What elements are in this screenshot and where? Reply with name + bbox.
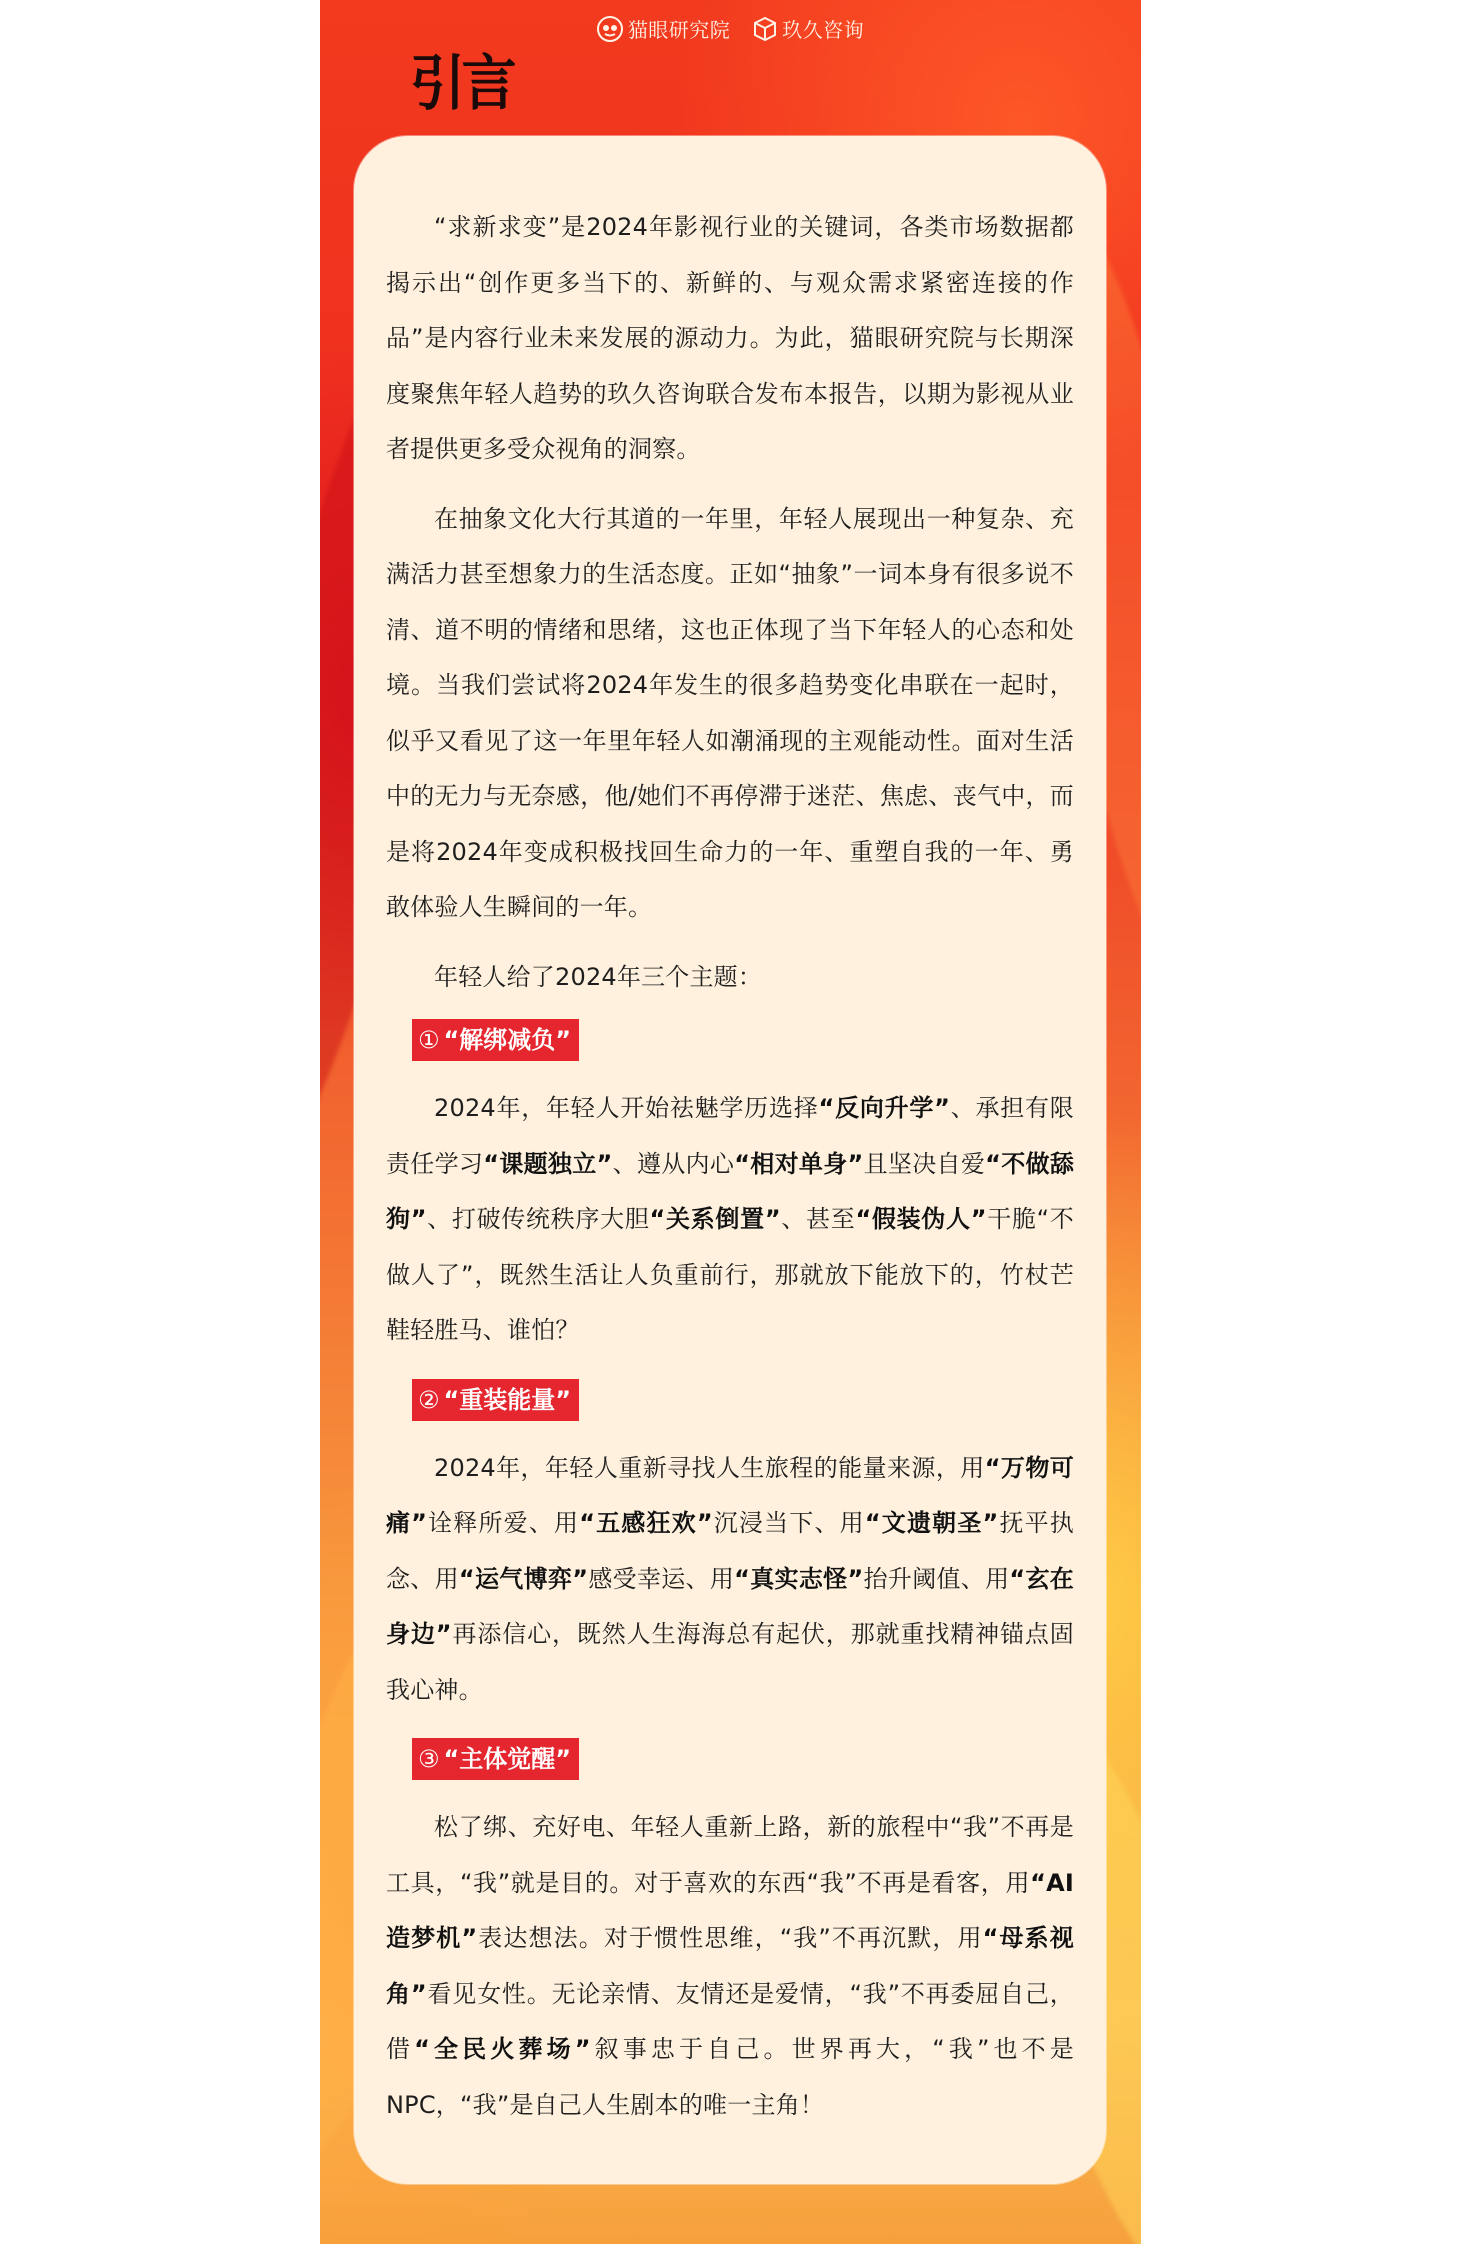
content-card [354,136,1106,2184]
highlight-keyword: “玄在身边” [386,1564,1075,1648]
content-body [386,200,1074,2147]
theme-title: “主体觉醒” [443,1745,572,1773]
theme-section-2 [386,1373,1074,1719]
theme-title: “重装能量” [443,1385,572,1414]
highlight-keyword: “万物可痛” [386,1453,1074,1537]
maoyan-logo-text: 猫眼研究院 [627,18,731,42]
theme-number: ② [418,1385,440,1414]
intro-paragraph-3: 年轻人给了2024年三个主题： [434,962,763,991]
theme-paragraph-1 [386,1081,1074,1359]
text-segment: 抚平执念、用 [386,1509,1074,1593]
highlight-keyword: “全民火葬场” [414,2035,591,2063]
highlight-keyword: “真实志怪” [734,1564,864,1593]
text-segment: 且坚决自爱 [863,1149,986,1178]
highlight-keyword: “五感狂欢” [579,1509,713,1537]
theme-section-3 [386,1732,1074,2133]
highlight-keyword: “AI造梦机” [386,1868,1074,1952]
text-segment: 抬升阈值、用 [863,1564,1010,1593]
theme-tag-1 [412,1019,579,1061]
text-segment: 、甚至 [780,1205,856,1233]
highlight-keyword: “反向升学” [818,1094,951,1122]
text-segment: 表达想法。对于惯性思维，“我”不再沉默，用 [477,1924,983,1952]
theme-tag-3 [412,1738,579,1780]
poster-background [320,0,1141,2244]
intro-paragraph-2: 在抽象文化大行其道的一年里，年轻人展现出一种复杂、充满活力甚至想象力的生活态度。正如“抽象”一词本身有很多说不清、道不明的情绪和思绪，这也正体现了当下年轻人的心态和处境。当我们尝试将2024年发生的很多趋势变化串联在一起时，似乎又看见了这一年里年轻人如潮涌现的主观能动性。面对生活中的无力与无奈感，他/她们不再停滞于迷茫、焦虑、丧气中，而是将2024年变成积极找回生命力的一年、重塑自我的一年、勇敢体验人生瞬间的一年。 [386,504,1074,921]
theme-paragraph-3 [386,1800,1074,2133]
highlight-keyword: “课题独立” [483,1149,613,1178]
theme-number: ① [418,1026,440,1054]
text-segment: 干脆“不做人了”，既然生活让人负重前行，那就放下能放下的，竹杖芒鞋轻胜马、谁怕？ [386,1205,1074,1344]
cat-eye-icon [597,16,623,42]
text-segment: 2024年，年轻人重新寻找人生旅程的能量来源，用 [434,1453,985,1482]
text-segment: 感受幸运、用 [588,1564,735,1593]
theme-title: “解绑减负” [443,1026,572,1054]
text-segment: 2024年，年轻人开始祛魅学历选择 [434,1094,819,1122]
text-segment: 再添信心，既然人生海海总有起伏，那就重找精神锚点固我心神。 [386,1620,1075,1704]
highlight-keyword: “假装伪人” [855,1205,987,1233]
text-segment: 松了绑、充好电、年轻人重新上路，新的旅程中“我”不再是工具，“我”就是目的。对于喜欢的东西“我”不再是看客，用 [386,1813,1074,1897]
jiujiu-logo-text: 玖久咨询 [782,18,865,42]
highlight-keyword: “运气博弈” [458,1564,589,1593]
text-segment: 、承担有限责任学习 [386,1094,1075,1178]
highlight-keyword: “不做舔狗” [386,1149,1075,1233]
highlight-keyword: “相对单身” [734,1149,864,1178]
theme-paragraph-2 [386,1441,1074,1719]
maoyan-logo [597,14,731,43]
text-segment: 看见女性。无论亲情、友情还是爱情，“我”不再委屈自己，借 [386,1979,1074,2063]
theme-section-1 [386,1013,1074,1359]
highlight-keyword: “文遗朝圣” [864,1509,999,1537]
jiujiu-logo [753,14,864,43]
text-segment: 、遵从内心 [612,1149,735,1178]
theme-tag-2 [412,1379,579,1421]
theme-number: ③ [418,1745,440,1773]
text-segment: 诠释所爱、用 [427,1509,580,1537]
text-segment: 叙事忠于自己。世界再大，“我”也不是NPC，“我”是自己人生剧本的唯一主角！ [386,2035,1074,2119]
highlight-keyword: “母系视角” [386,1924,1074,2008]
text-segment: 、打破传统秩序大胆 [426,1205,650,1233]
intro-paragraph-1: “求新求变”是2024年影视行业的关键词，各类市场数据都揭示出“创作更多当下的、新鲜的、与观众需求紧密连接的作品”是内容行业未来发展的源动力。为此，猫眼研究院与长期深度聚焦年轻人趋势的玖久咨询联合发布本报告，以期为影视从业者提供更多受众视角的洞察。 [386,213,1074,463]
page-title: 引言 [410,49,514,119]
cube-icon [753,16,777,42]
text-segment: 沉浸当下、用 [712,1509,865,1537]
highlight-keyword: “关系倒置” [649,1205,781,1233]
